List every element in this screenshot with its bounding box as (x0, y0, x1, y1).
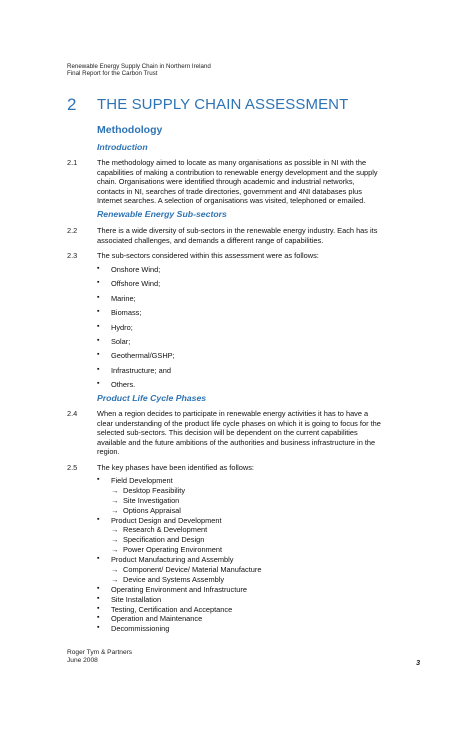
phase-label: Product Manufacturing and Assembly (111, 555, 234, 565)
list-item-label: Infrastructure; and (111, 365, 171, 375)
page-number: 3 (416, 658, 421, 667)
para-2-1 (97, 158, 427, 206)
bullet-icon: ▪ (97, 594, 100, 602)
bullet-icon: ▪ (97, 293, 100, 301)
bullet-icon: ▪ (97, 322, 100, 330)
phase-subitem-label: Desktop Feasibility (123, 485, 186, 495)
arrow-right-icon: → (111, 545, 119, 555)
para-2-5 (97, 463, 427, 473)
arrow-right-icon: → (111, 505, 119, 515)
phase-label: Product Design and Development (111, 515, 222, 525)
list-item-label: Marine; (111, 293, 136, 303)
page-footer (67, 649, 132, 665)
bullet-icon: ▪ (97, 604, 100, 612)
phase-label: Site Installation (111, 594, 162, 604)
lifecycle-heading: Product Life Cycle Phases (97, 393, 207, 403)
bullet-icon: ▪ (97, 584, 100, 592)
phase-subitem-label: Specification and Design (123, 535, 205, 545)
phase-subitem-label: Component/ Device/ Material Manufacture (123, 565, 262, 575)
para-number: 2.1 (67, 158, 78, 167)
arrow-right-icon: → (111, 535, 119, 545)
phase-subitem-label: Device and Systems Assembly (123, 574, 225, 584)
bullet-icon: ▪ (97, 555, 100, 563)
section-title: Methodology (97, 124, 163, 136)
paragraph-line: region. (97, 447, 120, 457)
paragraph-line: There is a wide diversity of sub-sectors in the renewable energy industry. Each has its (97, 226, 378, 235)
para-number: 2.4 (67, 409, 78, 418)
paragraph-line: Internet searches. A selection of organisations was visited, telephoned or emailed. (97, 196, 366, 206)
bullet-icon: ▪ (97, 308, 100, 316)
footer-company: Roger Tym & Partners (67, 649, 133, 656)
subsectors-heading: Renewable Energy Sub-sectors (97, 209, 227, 219)
para-2-4 (97, 409, 427, 457)
list-item-label: Solar; (111, 336, 131, 346)
para-number: 2.3 (67, 251, 78, 260)
bullet-icon: ▪ (97, 624, 100, 632)
paragraph-line: associated challenges, and demands a different range of capabilities. (97, 235, 324, 245)
bullet-icon: ▪ (97, 380, 100, 388)
list-item-label: Geothermal/GSHP; (111, 351, 175, 361)
bullet-icon: ▪ (97, 351, 100, 359)
phase-label: Decommissioning (111, 624, 170, 634)
paragraph-line: When a region decides to participate in renewable energy activities it has to have a (97, 409, 369, 418)
arrow-right-icon: → (111, 525, 119, 535)
paragraph-line: available and the future ambitions of the authorities and business infrastructure in the (97, 437, 376, 447)
arrow-right-icon: → (111, 485, 119, 495)
paragraph-line: clear understanding of the product life cycle phases on which it is going to focus for the (97, 418, 381, 428)
running-header (67, 63, 211, 78)
bullet-icon: ▪ (97, 365, 100, 373)
arrow-right-icon: → (111, 565, 119, 575)
header-title: Renewable Energy Supply Chain in Northern Ireland (67, 63, 211, 70)
bullet-icon: ▪ (97, 336, 100, 344)
bullet-icon: ▪ (97, 515, 100, 523)
para-2-2 (97, 226, 427, 245)
list-item-label: Hydro; (111, 322, 133, 332)
bullet-icon: ▪ (97, 279, 100, 287)
list-item-label: Biomass; (111, 308, 142, 318)
para-2-3 (97, 251, 427, 261)
bullet-icon: ▪ (97, 614, 100, 622)
paragraph-line: The key phases have been identified as follows: (97, 463, 254, 472)
arrow-right-icon: → (111, 495, 119, 505)
paragraph-line: chain. Organisations were identified through academic and industrial networks, (97, 177, 355, 187)
paragraph-line: capabilities of making a contribution to renewable energy development and the supply (97, 167, 378, 177)
phase-subitem-label: Site Investigation (123, 495, 180, 505)
phase-label: Field Development (111, 476, 173, 485)
phase-subitem-label: Options Appraisal (123, 505, 181, 515)
phase-label: Operation and Maintenance (111, 614, 203, 624)
list-item-label: Offshore Wind; (111, 279, 161, 289)
chapter-title: THE SUPPLY CHAIN ASSESSMENT (97, 96, 349, 113)
paragraph-line: selected sub-sectors. This decision will be dependent on the current capabilities (97, 428, 358, 438)
phase-label: Operating Environment and Infrastructure (111, 584, 247, 594)
footer-date: June 2008 (67, 656, 98, 664)
arrow-right-icon: → (111, 574, 119, 584)
phase-subitem-label: Research & Development (123, 525, 208, 535)
phase-label: Testing, Certification and Acceptance (111, 604, 233, 614)
bullet-icon: ▪ (97, 476, 100, 483)
paragraph-line: The sub-sectors considered within this assessment were as follows: (97, 251, 319, 260)
header-subtitle: Final Report for the Carbon Trust (67, 70, 158, 78)
paragraph-line: The methodology aimed to locate as many organisations as possible in NI with the (97, 158, 367, 167)
list-item-label: Onshore Wind; (111, 265, 161, 274)
phase-subitem-label: Power Operating Environment (123, 545, 223, 555)
chapter-number: 2 (67, 95, 77, 114)
list-item-label: Others. (111, 380, 136, 390)
para-number: 2.2 (67, 226, 78, 235)
para-number: 2.5 (67, 463, 78, 472)
intro-heading: Introduction (97, 142, 148, 152)
paragraph-line: contacts in NI, searches of trade directories, government and 4NI databases plus (97, 186, 362, 196)
bullet-icon: ▪ (97, 265, 100, 272)
